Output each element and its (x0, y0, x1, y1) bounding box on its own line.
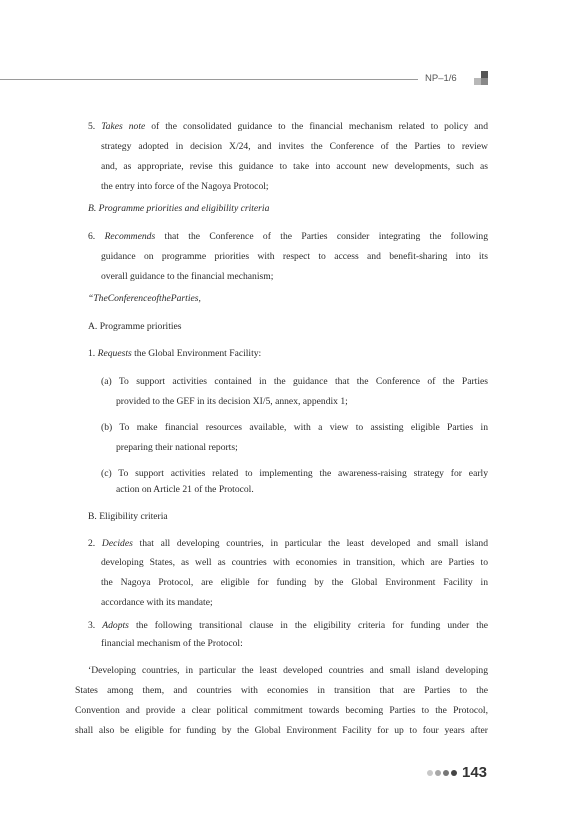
paragraph-2-cont: developing States, as well as countries with economies in transition, which are Parties to the Nagoya Protocol, are eligible for funding by the Global Environment Facility in accordance with its mandate; (101, 557, 488, 608)
paragraph-6: 6. Recommends that the Conference of the Parties consider integrating the following (88, 231, 488, 242)
paragraph-5-cont: strategy adopted in decision X/24, and invites the Conference of the Parties to review and, as appropriate, revise this guidance to take into account new developments, such as the entry into force of the Nagoya Protocol; (101, 141, 488, 192)
paragraph-2: 2. Decides that all developing countries, in particular the least developed and small island (88, 538, 488, 549)
item-a-cont: provided to the GEF in its decision XI/5, annex, appendix 1; (116, 396, 348, 407)
paragraph-3-emphasis: Adopts (102, 620, 129, 631)
paragraph-5 (88, 117, 488, 137)
header-rule (0, 79, 418, 80)
paragraph-6-emphasis: Recommends (104, 231, 156, 242)
paragraph-2-emphasis: Decides (101, 538, 133, 549)
quoted-clause-first-line: ‘Developing countries, in particular the least developed countries and small island developing (88, 665, 488, 676)
quoted-clause: States among them, and countries with economies in transition that are Parties to the Convention and provide a clear political commitment towards becoming Parties to the Protocol, shall also be eligible for funding by the Global Environment Facility for up to four years after (75, 685, 488, 736)
paragraph-1-emphasis: Requests (97, 348, 132, 359)
paragraph-3-cont: financial mechanism of the Protocol: (101, 638, 243, 649)
item-c: (c) To support activities related to implementing the awareness-raising strategy for early (101, 468, 488, 479)
header-square-mark-icon (474, 71, 488, 85)
paragraph-5-line-1: 5. Takes note of the consolidated guidance to the financial mechanism related to policy and (88, 121, 488, 132)
paragraph-1: 1. Requests the Global Environment Facility: (88, 348, 262, 359)
paragraph-3: 3. Adopts the following transitional clause in the eligibility criteria for funding under the (88, 620, 488, 631)
heading-b-programme-priorities: B. Programme priorities and eligibility criteria (88, 203, 270, 214)
quote-opening: “TheConferenceoftheParties, (88, 293, 201, 304)
item-b: (b) To make financial resources available, with a view to assisting eligible Parties in (101, 422, 488, 433)
item-b-cont: preparing their national reports; (116, 442, 238, 453)
page-number: 143 (462, 764, 488, 781)
item-a: (a) To support activities contained in the guidance that the Conference of the Parties (101, 376, 488, 387)
document-symbol: NP–1/6 (425, 73, 457, 84)
paragraph-6-cont: guidance on programme priorities with respect to access and benefit-sharing into its overall guidance to the financial mechanism; (101, 251, 488, 282)
section-b-heading: B. Eligibility criteria (88, 511, 168, 522)
paragraph-5-emphasis: Takes note (101, 121, 146, 132)
section-a-heading: A. Programme priorities (88, 321, 182, 332)
item-c-cont: action on Article 21 of the Protocol. (116, 484, 254, 495)
